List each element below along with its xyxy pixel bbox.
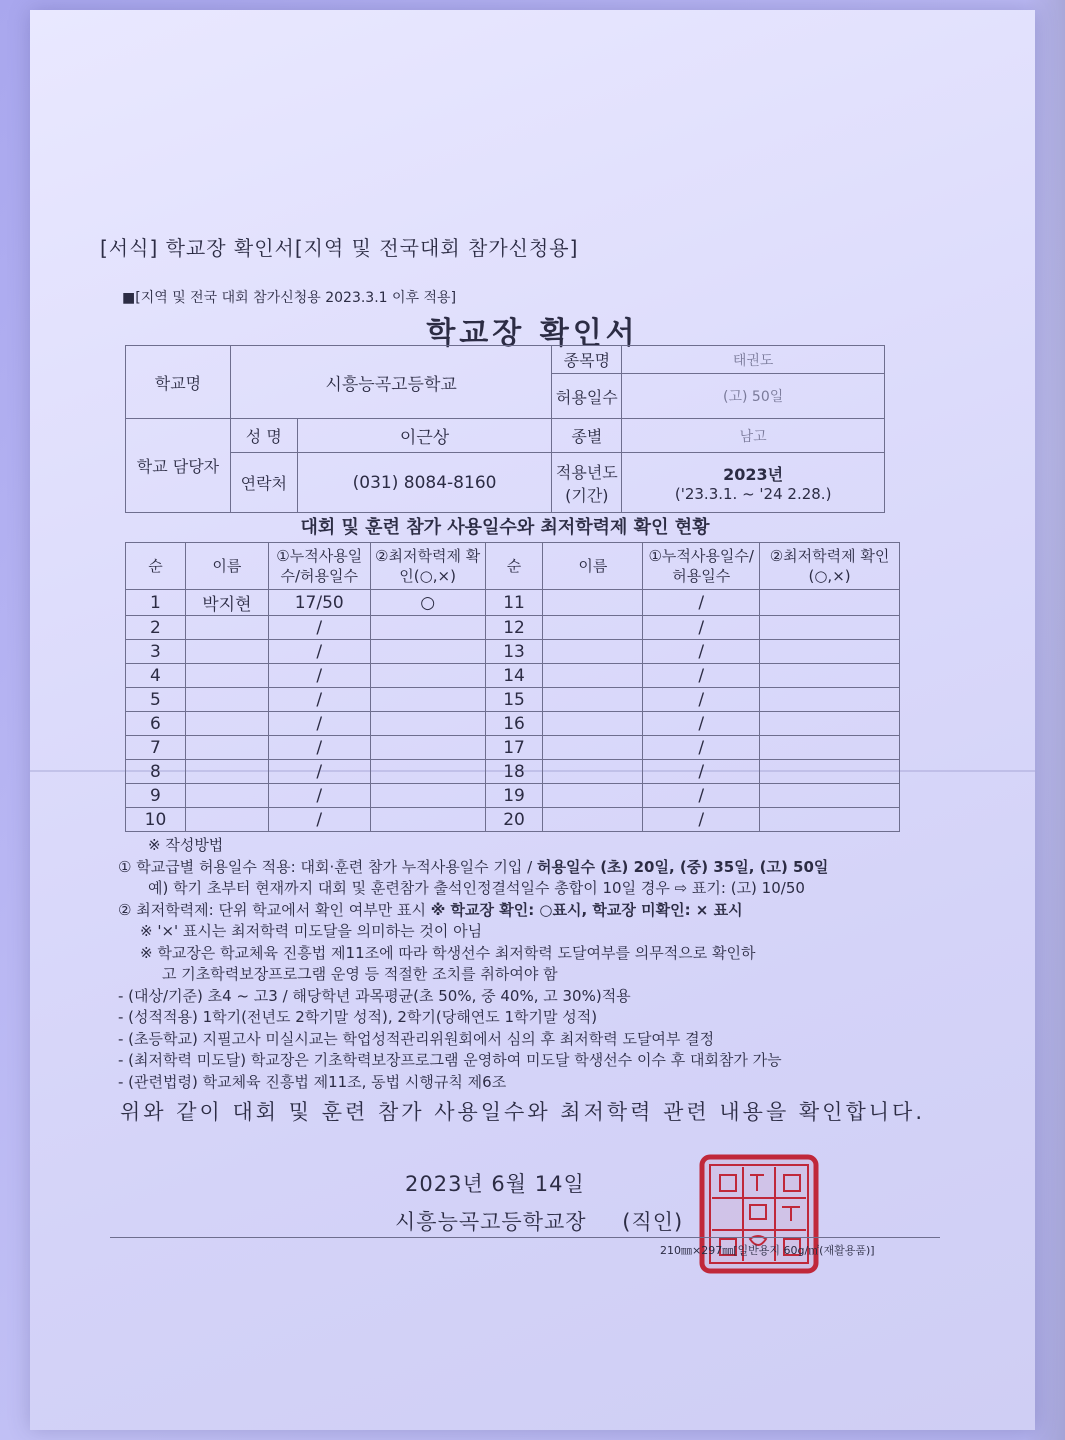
form-title: [서식] 학교장 확인서[지역 및 전국대회 참가신청용] <box>100 236 579 260</box>
event-label: 종목명 <box>552 346 622 374</box>
cell-no: 19 <box>485 784 543 808</box>
header-min: ②최저학력제 확인(○,×) <box>370 543 485 590</box>
table-row <box>126 590 900 616</box>
detail-4: - (최저학력 미도달) 학교장은 기초학력보장프로그램 운영하여 미도달 학생선수 이수 후 대회참가 가능 <box>118 1051 782 1069</box>
page-title: 학교장 확인서 <box>426 316 639 351</box>
cell-min <box>760 712 900 736</box>
detail-5: - (관련법령) 학교체육 진흥법 제11조, 동법 시행규칙 제6조 <box>118 1072 507 1091</box>
table-row <box>126 712 900 736</box>
cell-name <box>543 760 643 784</box>
cell-min <box>760 640 900 664</box>
table-row <box>126 736 900 760</box>
cell-min <box>370 640 485 664</box>
cell-days: / <box>268 784 370 808</box>
cell-min: ○ <box>370 590 485 616</box>
cell-days: / <box>268 616 370 640</box>
detail-3: - (초등학교) 지필고사 미실시교는 학업성적관리위원회에서 심의 후 최저학력 도달여부 결정 <box>118 1029 715 1048</box>
cell-days: / <box>268 688 370 712</box>
cell-name <box>543 712 643 736</box>
section-title: 대회 및 훈련 참가 사용일수와 최저학력제 확인 현황 <box>125 512 885 543</box>
cell-no: 5 <box>126 688 186 712</box>
note-1-example: 예) 학기 초부터 현재까지 대회 및 훈련참가 출석인정결석일수 총합이 10일 경우 ⇨ 표기: (고) 10/50 <box>148 879 805 897</box>
name-value: 이근상 <box>297 419 552 453</box>
issue-date: 2023년 6월 14일 <box>405 1172 585 1196</box>
header-name-right: 이름 <box>543 543 643 590</box>
year-label: 적용년도 (기간) <box>552 453 622 513</box>
cell-name <box>185 664 268 688</box>
cell-name <box>185 760 268 784</box>
event-value: 태권도 <box>622 346 885 374</box>
cell-name <box>185 784 268 808</box>
cell-min <box>370 808 485 832</box>
category-value: 남고 <box>622 419 885 453</box>
cell-days: / <box>268 808 370 832</box>
table-row <box>126 760 900 784</box>
cell-min <box>760 590 900 616</box>
header-days-right: ①누적사용일수/허용일수 <box>643 543 760 590</box>
cell-no: 15 <box>485 688 543 712</box>
header-no: 순 <box>126 543 186 590</box>
cell-no: 10 <box>126 808 186 832</box>
cell-name <box>185 808 268 832</box>
cell-name <box>185 736 268 760</box>
cell-name <box>543 688 643 712</box>
cell-min <box>370 712 485 736</box>
cell-name <box>185 712 268 736</box>
header-min-right: ②최저학력제 확인(○,×) <box>760 543 900 590</box>
confirmation-text: 위와 같이 대회 및 훈련 참가 사용일수와 최저학력 관련 내용을 확인합니다. <box>120 1100 926 1124</box>
cell-days: 17/50 <box>268 590 370 616</box>
cell-min <box>370 664 485 688</box>
cell-min <box>370 736 485 760</box>
detail-1: - (대상/기준) 초4 ~ 고3 / 해당학년 과목평균(초 50%, 중 40%, 고 30%)적용 <box>118 986 631 1005</box>
header-name: 이름 <box>185 543 268 590</box>
cell-min <box>760 736 900 760</box>
year-value: 2023년 <box>723 465 784 484</box>
cell-name <box>185 640 268 664</box>
principal-signature <box>395 1206 683 1236</box>
cell-name <box>185 616 268 640</box>
table-row <box>126 664 900 688</box>
cell-min <box>760 688 900 712</box>
cell-no: 2 <box>126 616 186 640</box>
cell-no: 8 <box>126 760 186 784</box>
table-row <box>126 784 900 808</box>
cell-no: 1 <box>126 590 186 616</box>
allowed-days-value: (고) 50일 <box>622 374 885 419</box>
category-label: 종별 <box>552 419 622 453</box>
cell-days: / <box>643 640 760 664</box>
detail-2: - (성적적용) 1학기(전년도 2학기말 성적), 2학기(당해연도 1학기말 성적) <box>118 1008 598 1026</box>
name-label: 성 명 <box>230 419 297 453</box>
cell-min <box>370 616 485 640</box>
cell-days: / <box>643 736 760 760</box>
cell-name <box>543 808 643 832</box>
roster-table <box>125 542 900 832</box>
note-1-bold: 허용일수 (초) 20일, (중) 35일, (고) 50일 <box>537 857 829 876</box>
note-2 <box>118 900 938 922</box>
cell-no: 17 <box>485 736 543 760</box>
cell-name <box>543 784 643 808</box>
table-row <box>126 640 900 664</box>
cell-name: 박지현 <box>185 590 268 616</box>
cell-days: / <box>643 808 760 832</box>
bottom-rule <box>110 1237 940 1238</box>
cell-no: 14 <box>485 664 543 688</box>
cell-min <box>760 664 900 688</box>
cell-days: / <box>268 712 370 736</box>
cell-name <box>543 616 643 640</box>
cell-days: / <box>643 784 760 808</box>
cell-min <box>370 760 485 784</box>
cell-no: 9 <box>126 784 186 808</box>
allowed-days-label: 허용일수 <box>552 374 622 419</box>
cell-no: 4 <box>126 664 186 688</box>
school-name: 시흥능곡고등학교 <box>230 346 552 419</box>
cell-days: / <box>268 760 370 784</box>
cell-name <box>543 736 643 760</box>
cell-name <box>543 590 643 616</box>
cell-no: 13 <box>485 640 543 664</box>
cell-min <box>370 784 485 808</box>
period-value: ('23.3.1. ~ '24 2.28.) <box>674 485 832 503</box>
year-cell <box>622 453 885 513</box>
cell-name <box>543 640 643 664</box>
note-1 <box>118 857 938 879</box>
instructions <box>118 835 938 1093</box>
cell-days: / <box>268 640 370 664</box>
note-4b: 고 기초학력보장프로그램 운영 등 적절한 조치를 취하여야 함 <box>162 965 558 983</box>
cell-min <box>760 808 900 832</box>
cell-days: / <box>643 616 760 640</box>
cell-no: 16 <box>485 712 543 736</box>
signature-name: 시흥능곡고등학교장 <box>395 1210 587 1234</box>
cell-no: 12 <box>485 616 543 640</box>
cell-days: / <box>643 688 760 712</box>
cell-no: 7 <box>126 736 186 760</box>
manager-label: 학교 담당자 <box>126 419 231 513</box>
cell-no: 3 <box>126 640 186 664</box>
note-2-text: ② 최저학력제: 단위 학교에서 확인 여부만 표시 <box>118 900 426 919</box>
cell-days: / <box>643 712 760 736</box>
note-3: ※ '×' 표시는 최저학력 미도달을 의미하는 것이 아님 <box>140 922 483 940</box>
notes-heading: ※ 작성방법 <box>148 836 224 854</box>
cell-no: 20 <box>485 808 543 832</box>
table-row <box>126 616 900 640</box>
note-4a: ※ 학교장은 학교체육 진흥법 제11조에 따라 학생선수 최저학력 도달여부를 의무적으로 확인하 <box>140 943 756 962</box>
note-1-text: ① 학교급별 허용일수 적용: 대회·훈련 참가 누적사용일수 기입 / <box>118 857 533 876</box>
cell-min <box>760 760 900 784</box>
cell-min <box>760 784 900 808</box>
cell-name <box>185 688 268 712</box>
cell-days: / <box>643 760 760 784</box>
cell-days: / <box>643 664 760 688</box>
cell-name <box>543 664 643 688</box>
info-table <box>125 345 885 513</box>
cell-no: 18 <box>485 760 543 784</box>
cell-days: / <box>268 736 370 760</box>
paper-spec: 210㎜×297㎜[일반용지 60g/㎡(재활용품)] <box>660 1244 875 1257</box>
table-row <box>126 808 900 832</box>
cell-days: / <box>268 664 370 688</box>
seal-label: (직인) <box>622 1210 684 1234</box>
contact-value: (031) 8084-8160 <box>297 453 552 513</box>
roster-header-row <box>126 543 900 590</box>
school-label: 학교명 <box>126 346 231 419</box>
cell-min <box>760 616 900 640</box>
table-row <box>126 688 900 712</box>
sub-note: ■[지역 및 전국 대회 참가신청용 2023.3.1 이후 적용] <box>122 290 457 306</box>
note-2-bold: ※ 학교장 확인: ○표시, 학교장 미확인: × 표시 <box>430 900 743 919</box>
cell-min <box>370 688 485 712</box>
cell-no: 6 <box>126 712 186 736</box>
header-no-right: 순 <box>485 543 543 590</box>
cell-days: / <box>643 590 760 616</box>
contact-label: 연락처 <box>230 453 297 513</box>
cell-no: 11 <box>485 590 543 616</box>
header-days: ①누적사용일수/허용일수 <box>268 543 370 590</box>
